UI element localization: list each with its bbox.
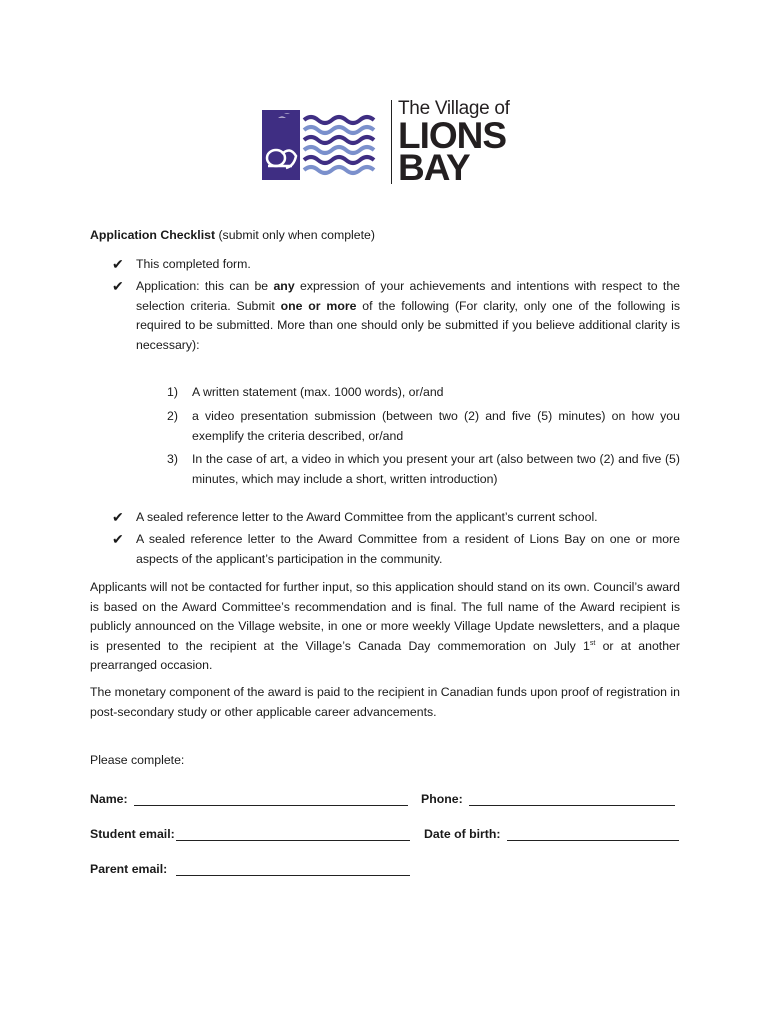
name-label: Name:	[90, 792, 128, 806]
checkmark-icon: ✔	[112, 509, 124, 525]
info-paragraph	[90, 578, 680, 676]
item2-bold-any: any	[273, 279, 295, 293]
para1-text-end: or at another prearranged occasion.	[90, 638, 680, 673]
checklist-item-application	[136, 277, 680, 355]
form-intro: Please complete:	[90, 753, 185, 767]
checklist-item-resident-letter: A sealed reference letter to the Award Committee from a resident of Lions Bay on one or more aspects of the applicant’s participation in the community.	[136, 532, 680, 566]
dob-label: Date of birth:	[424, 827, 501, 841]
checklist-heading-rest: (submit only when complete)	[215, 228, 375, 242]
parent-email-label: Parent email:	[90, 862, 168, 876]
village-logo	[262, 98, 512, 186]
phone-field[interactable]	[469, 805, 675, 806]
name-field[interactable]	[134, 805, 408, 806]
checklist-heading-bold: Application Checklist	[90, 228, 216, 242]
checkmark-icon: ✔	[112, 278, 124, 294]
option-text: A written statement (max. 1000 words), or/and	[192, 385, 444, 399]
item2-bold-one-or-more: one or more	[280, 298, 357, 313]
item2-text-a: Application: this can be	[136, 279, 274, 293]
phone-label: Phone:	[421, 792, 463, 806]
logo-line-2: LIONS	[398, 115, 507, 156]
logo-line-3: BAY	[398, 147, 470, 188]
para1-superscript: st	[589, 639, 596, 647]
checkmark-icon: ✔	[112, 531, 124, 547]
option-text: In the case of art, a video in which you present your art (also between two (2) and five (5) minutes, which may include a short, written introduction)	[192, 452, 680, 486]
checklist-heading	[90, 226, 375, 246]
student-email-label: Student email:	[90, 827, 175, 841]
date-of-birth-field[interactable]	[507, 840, 679, 841]
logo-wordmark	[398, 98, 510, 188]
option-number: 2)	[167, 409, 178, 423]
student-email-field[interactable]	[176, 840, 410, 841]
checklist-item-school-letter: A sealed reference letter to the Award Committee from the applicant’s current school.	[136, 510, 598, 524]
monetary-paragraph: The monetary component of the award is paid to the recipient in Canadian funds upon proof of registration in post-secondary study or other applicable career advancements.	[90, 685, 680, 719]
logo-line-1: The Village of	[398, 98, 510, 119]
logo-divider	[391, 100, 392, 184]
checkmark-icon: ✔	[112, 256, 124, 272]
item2-text-c: expression of your achievements and intentions with respect to the selection criteria. Submit	[136, 279, 680, 313]
parent-email-field[interactable]	[176, 875, 410, 876]
lions-bay-emblem-icon	[262, 110, 384, 180]
checklist-item-form: This completed form.	[136, 257, 251, 271]
item2-text-e: of the following (For clarity, only one of the following is required to be submitted. More than one should only be submitted if you believe additional clarity is necessary):	[136, 298, 681, 352]
option-text: a video presentation submission (between two (2) and five (5) minutes) on how you exemplify the criteria described, or/and	[192, 409, 680, 443]
option-number: 3)	[167, 452, 178, 466]
option-number: 1)	[167, 385, 178, 399]
para1-text: Applicants will not be contacted for further input, so this application should stand on its own. Council’s award is based on the Award Committee’s recommendation and is final. The full name of the Award recipient is publicly announced on the Village website, in one or more weekly Village Update newsletters, and a plaque is presented to the recipient at the Village’s Canada Day commemoration on July 1	[90, 580, 680, 653]
